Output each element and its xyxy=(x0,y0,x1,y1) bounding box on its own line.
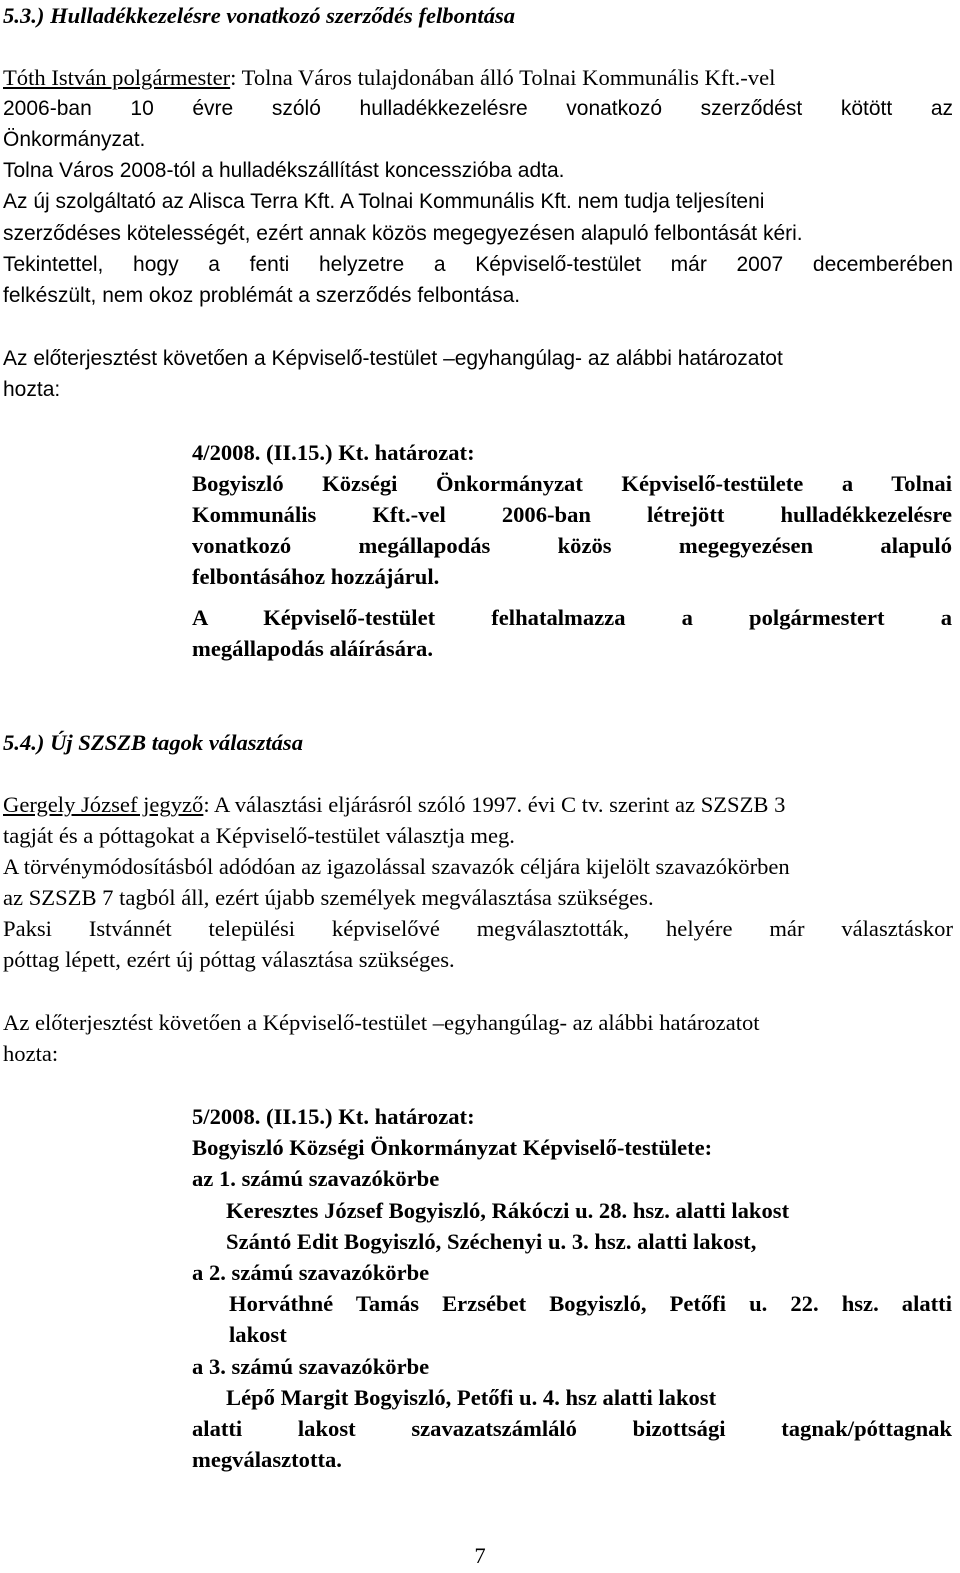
page-number: 7 xyxy=(474,1543,486,1568)
resolution-5-line-2: az 1. számú szavazókörbe xyxy=(192,1166,440,1191)
resolution-title-5-2008-text: 5/2008. (II.15.) Kt. határozat: xyxy=(192,1104,475,1129)
section-5-4-vote-line-1: Az előterjesztést követően a Képviselő-testület –egyhangúlag- az alábbi határozatot xyxy=(3,1010,760,1035)
section-5-3-intro-line-2: 2006-ban 10 évre szóló hulladékkezelésre vonatkozó szerződést kötött az xyxy=(3,97,953,120)
resolution-5-line-7: lakost xyxy=(229,1322,287,1347)
section-5-4-intro-line-1 xyxy=(3,789,785,820)
section-5-3-vote-line-2: hozta: xyxy=(3,378,61,401)
resolution-5-line-9: Lépő Margit Bogyiszló, Petőfi u. 4. hsz alatti lakost xyxy=(226,1385,717,1410)
section-5-3-intro-line-4: Tolna Város 2008-tól a hulladékszállítást koncesszióba adta. xyxy=(3,159,565,182)
resolution-title-4-2008 xyxy=(192,437,475,468)
intro-text: : Tolna Város tulajdonában álló Tolnai Kommunális Kft.-vel xyxy=(230,65,776,90)
section-5-4-intro-line-6: póttag lépett, ezért új póttag választása szükséges. xyxy=(3,947,455,972)
section-5-3-intro-line-3: Önkormányzat. xyxy=(3,128,146,151)
resolution-4-line-6: megállapodás aláírására. xyxy=(192,636,433,661)
section-heading-5-3: 5.3.) Hulladékkezelésre vonatkozó szerződés felbontása xyxy=(3,3,516,28)
section-5-3-intro-line-1 xyxy=(3,62,775,93)
resolution-4-line-3: vonatkozó megállapodás közös megegyezésen alapuló xyxy=(192,533,952,558)
section-5-4-intro-line-4: az SZSZB 7 tagból áll, ezért újabb személyek megválasztása szükséges. xyxy=(3,885,654,910)
section-5-4-intro-line-2: tagját és a póttagokat a Képviselő-testület választja meg. xyxy=(3,823,515,848)
resolution-4-line-1: Bogyiszló Községi Önkormányzat Képviselő-testülete a Tolnai xyxy=(192,471,952,496)
speaker-name: Tóth István polgármester xyxy=(3,65,231,90)
resolution-4-line-5: A Képviselő-testület felhatalmazza a polgármestert a xyxy=(192,605,952,630)
section-heading-5-4-text: 5.4.) Új SZSZB tagok választása xyxy=(3,730,304,755)
section-heading-5-4 xyxy=(3,727,303,758)
resolution-5-line-8: a 3. számú szavazókörbe xyxy=(192,1354,430,1379)
resolution-5-line-5: a 2. számú szavazókörbe xyxy=(192,1260,430,1285)
resolution-5-line-3: Keresztes József Bogyiszló, Rákóczi u. 28. hsz. alatti lakost xyxy=(226,1198,790,1223)
resolution-5-line-1: Bogyiszló Községi Önkormányzat Képviselő-testülete: xyxy=(192,1135,713,1160)
resolution-4-line-4: felbontásához hozzájárul. xyxy=(192,564,440,589)
resolution-title-5-2008 xyxy=(192,1101,475,1132)
speaker-name: Gergely József jegyző xyxy=(3,792,204,817)
resolution-5-line-10: alatti lakost szavazatszámláló bizottsági tagnak/póttagnak xyxy=(192,1416,952,1441)
section-5-3-intro-line-6: szerződéses kötelességét, ezért annak közös megegyezésen alapuló felbontását kéri. xyxy=(3,222,803,245)
section-5-4-intro-line-3: A törvénymódosításból adódóan az igazolással szavazók céljára kijelölt szavazókörben xyxy=(3,854,790,879)
section-5-4-intro-line-5: Paksi Istvánnét települési képviselővé megválasztották, helyére már választáskor xyxy=(3,916,953,941)
section-5-3-vote-line-1: Az előterjesztést követően a Képviselő-testület –egyhangúlag- az alábbi határozatot xyxy=(3,347,783,370)
resolution-title-4-2008-text: 4/2008. (II.15.) Kt. határozat: xyxy=(192,440,475,465)
section-5-4-vote-line-2: hozta: xyxy=(3,1041,59,1066)
resolution-5-line-11: megválasztotta. xyxy=(192,1447,342,1472)
section-5-3-intro-line-7: Tekintettel, hogy a fenti helyzetre a Képviselő-testület már 2007 decemberében xyxy=(3,253,953,276)
section-5-3-intro-line-5: Az új szolgáltató az Alisca Terra Kft. A Tolnai Kommunális Kft. nem tudja teljesíteni xyxy=(3,190,765,213)
intro-text: : A választási eljárásról szóló 1997. évi C tv. szerint az SZSZB 3 xyxy=(203,792,786,817)
resolution-5-line-6: Horváthné Tamás Erzsébet Bogyiszló, Petőfi u. 22. hsz. alatti xyxy=(229,1291,952,1316)
resolution-4-line-2: Kommunális Kft.-vel 2006-ban létrejött hulladékkezelésre xyxy=(192,502,952,527)
section-5-3-intro-line-8: felkészült, nem okoz problémát a szerződés felbontása. xyxy=(3,284,521,307)
resolution-5-line-4: Szántó Edit Bogyiszló, Széchenyi u. 3. hsz. alatti lakost, xyxy=(226,1229,757,1254)
